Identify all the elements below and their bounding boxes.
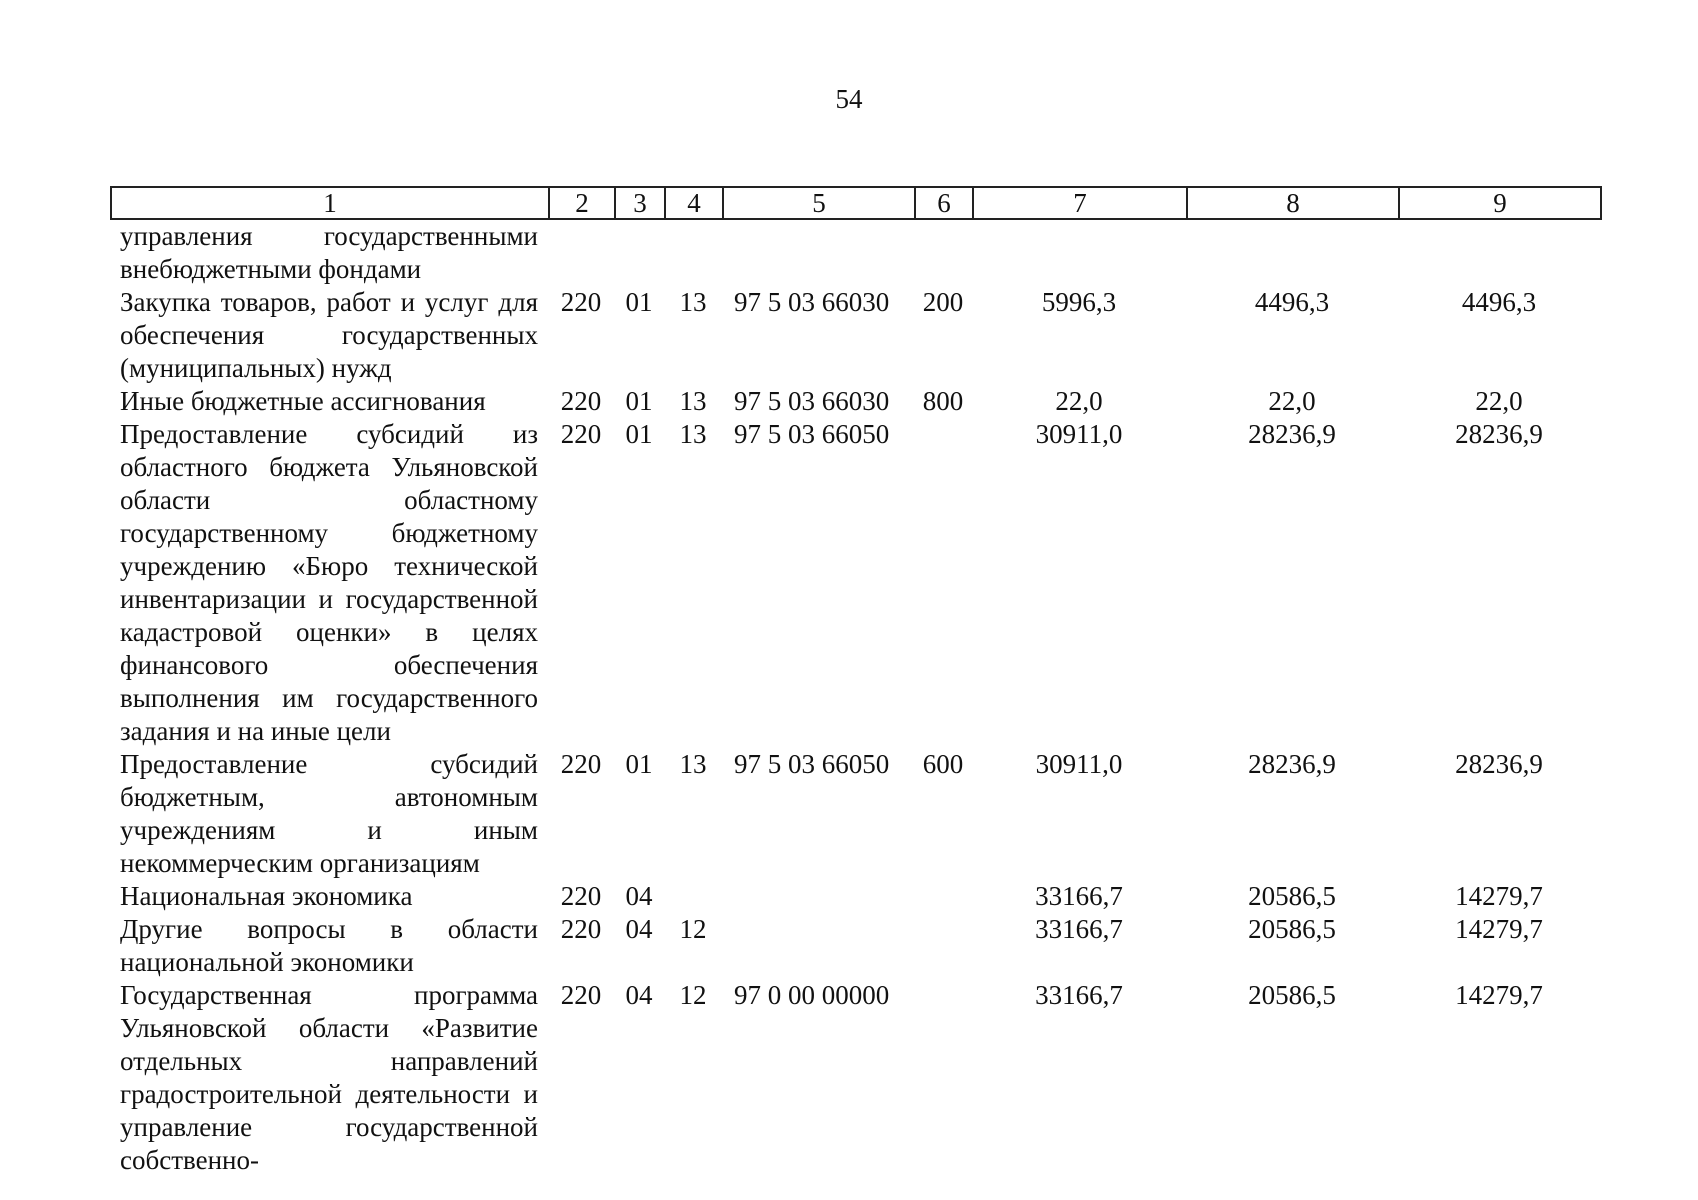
cell-col-7: 30911,0 bbox=[1035, 749, 1123, 779]
cell-col-2: 220 bbox=[560, 419, 602, 449]
table-row bbox=[110, 979, 1600, 1177]
cell-col-5 bbox=[722, 913, 914, 979]
cell-col-9: 14279,7 bbox=[1455, 914, 1543, 944]
table-row bbox=[110, 748, 1600, 880]
cell-col-3 bbox=[614, 220, 664, 286]
header-col-5: 5 bbox=[723, 187, 915, 219]
cell-col-8: 4496,3 bbox=[1254, 287, 1330, 317]
cell-col-4 bbox=[664, 220, 722, 286]
cell-col-7: 5996,3 bbox=[1041, 287, 1117, 317]
cell-col-9: 28236,9 bbox=[1455, 419, 1543, 449]
cell-col-3: 01 bbox=[625, 419, 653, 449]
table-row bbox=[110, 418, 1600, 748]
cell-col-9: 4496,3 bbox=[1461, 287, 1537, 317]
row-name: Предоставление субсидий из областного бюджета Ульяновской области областному государственному бюджетному учреждению «Бюро технической инвентаризации и государственной кадастровой оценки» в целях финансового обеспечения выполнения им государственного задания и на иные цели bbox=[120, 419, 538, 746]
table-row bbox=[110, 913, 1600, 979]
row-name: Иные бюджетные ассигнования bbox=[120, 386, 486, 416]
cell-col-7: 30911,0 bbox=[1035, 419, 1123, 449]
row-name: управления государственными внебюджетными фондами bbox=[120, 221, 538, 284]
cell-col-8: 20586,5 bbox=[1248, 914, 1336, 944]
cell-col-4: 12 bbox=[679, 980, 707, 1010]
cell-col-2: 220 bbox=[560, 980, 602, 1010]
cell-col-6 bbox=[914, 220, 972, 286]
header-col-3: 3 bbox=[615, 187, 665, 219]
cell-col-3: 04 bbox=[625, 914, 653, 944]
cell-col-4: 13 bbox=[679, 749, 707, 779]
cell-col-8: 28236,9 bbox=[1248, 419, 1336, 449]
cell-col-2: 220 bbox=[560, 881, 602, 911]
table-header bbox=[110, 186, 1602, 220]
cell-col-5 bbox=[722, 220, 914, 286]
cell-col-6: 200 bbox=[922, 287, 964, 317]
header-col-4: 4 bbox=[665, 187, 723, 219]
cell-col-4: 13 bbox=[679, 386, 707, 416]
cell-col-8: 20586,5 bbox=[1248, 980, 1336, 1010]
cell-col-3: 04 bbox=[625, 980, 653, 1010]
cell-col-6 bbox=[914, 418, 972, 748]
cell-col-7: 22,0 bbox=[1055, 386, 1103, 416]
cell-col-8: 20586,5 bbox=[1248, 881, 1336, 911]
cell-col-5: 97 0 00 00000 bbox=[734, 980, 890, 1010]
budget-table bbox=[110, 220, 1600, 1177]
header-col-6: 6 bbox=[915, 187, 973, 219]
row-name: Национальная экономика bbox=[120, 881, 413, 911]
row-name: Государственная программа Ульяновской области «Развитие отдельных направлений градостроительной деятельности и управление государственной собственно- bbox=[120, 980, 538, 1175]
cell-col-9: 28236,9 bbox=[1455, 749, 1543, 779]
header-col-8: 8 bbox=[1187, 187, 1399, 219]
cell-col-3: 01 bbox=[625, 287, 653, 317]
row-name: Предоставление субсидий бюджетным, автономным учреждениям и иным некоммерческим организациям bbox=[120, 749, 538, 878]
table-row bbox=[110, 220, 1600, 286]
cell-col-3: 04 bbox=[625, 881, 653, 911]
cell-col-5: 97 5 03 66030 bbox=[734, 386, 890, 416]
cell-col-2: 220 bbox=[560, 914, 602, 944]
cell-col-4: 12 bbox=[679, 914, 707, 944]
cell-col-2 bbox=[548, 220, 614, 286]
cell-col-4: 13 bbox=[679, 419, 707, 449]
cell-col-4: 13 bbox=[679, 287, 707, 317]
cell-col-9: 22,0 bbox=[1475, 386, 1523, 416]
cell-col-5 bbox=[722, 880, 914, 913]
row-name: Другие вопросы в области национальной экономики bbox=[120, 914, 538, 977]
cell-col-5: 97 5 03 66050 bbox=[734, 419, 890, 449]
cell-col-6: 600 bbox=[922, 749, 964, 779]
table-row bbox=[110, 880, 1600, 913]
header-col-2: 2 bbox=[549, 187, 615, 219]
header-col-9: 9 bbox=[1399, 187, 1601, 219]
header-col-1: 1 bbox=[111, 187, 549, 219]
row-name: Закупка товаров, работ и услуг для обеспечения государственных (муниципальных) нужд bbox=[120, 287, 538, 383]
cell-col-9 bbox=[1398, 220, 1600, 286]
cell-col-7: 33166,7 bbox=[1035, 914, 1123, 944]
table-row bbox=[110, 385, 1600, 418]
cell-col-5: 97 5 03 66030 bbox=[734, 287, 890, 317]
cell-col-8: 28236,9 bbox=[1248, 749, 1336, 779]
cell-col-6 bbox=[914, 913, 972, 979]
cell-col-3: 01 bbox=[625, 749, 653, 779]
cell-col-6: 800 bbox=[922, 386, 964, 416]
cell-col-5: 97 5 03 66050 bbox=[734, 749, 890, 779]
cell-col-2: 220 bbox=[560, 287, 602, 317]
cell-col-7: 33166,7 bbox=[1035, 881, 1123, 911]
cell-col-9: 14279,7 bbox=[1455, 881, 1543, 911]
table-row bbox=[110, 286, 1600, 385]
cell-col-8 bbox=[1186, 220, 1398, 286]
cell-col-7: 33166,7 bbox=[1035, 980, 1123, 1010]
cell-col-3: 01 bbox=[625, 386, 653, 416]
cell-col-9: 14279,7 bbox=[1455, 980, 1543, 1010]
cell-col-2: 220 bbox=[560, 386, 602, 416]
cell-col-6 bbox=[914, 880, 972, 913]
header-col-7: 7 bbox=[973, 187, 1187, 219]
page-number: 54 bbox=[835, 84, 863, 114]
cell-col-8: 22,0 bbox=[1268, 386, 1316, 416]
cell-col-7 bbox=[972, 220, 1186, 286]
cell-col-2: 220 bbox=[560, 749, 602, 779]
cell-col-6 bbox=[914, 979, 972, 1177]
cell-col-4 bbox=[664, 880, 722, 913]
